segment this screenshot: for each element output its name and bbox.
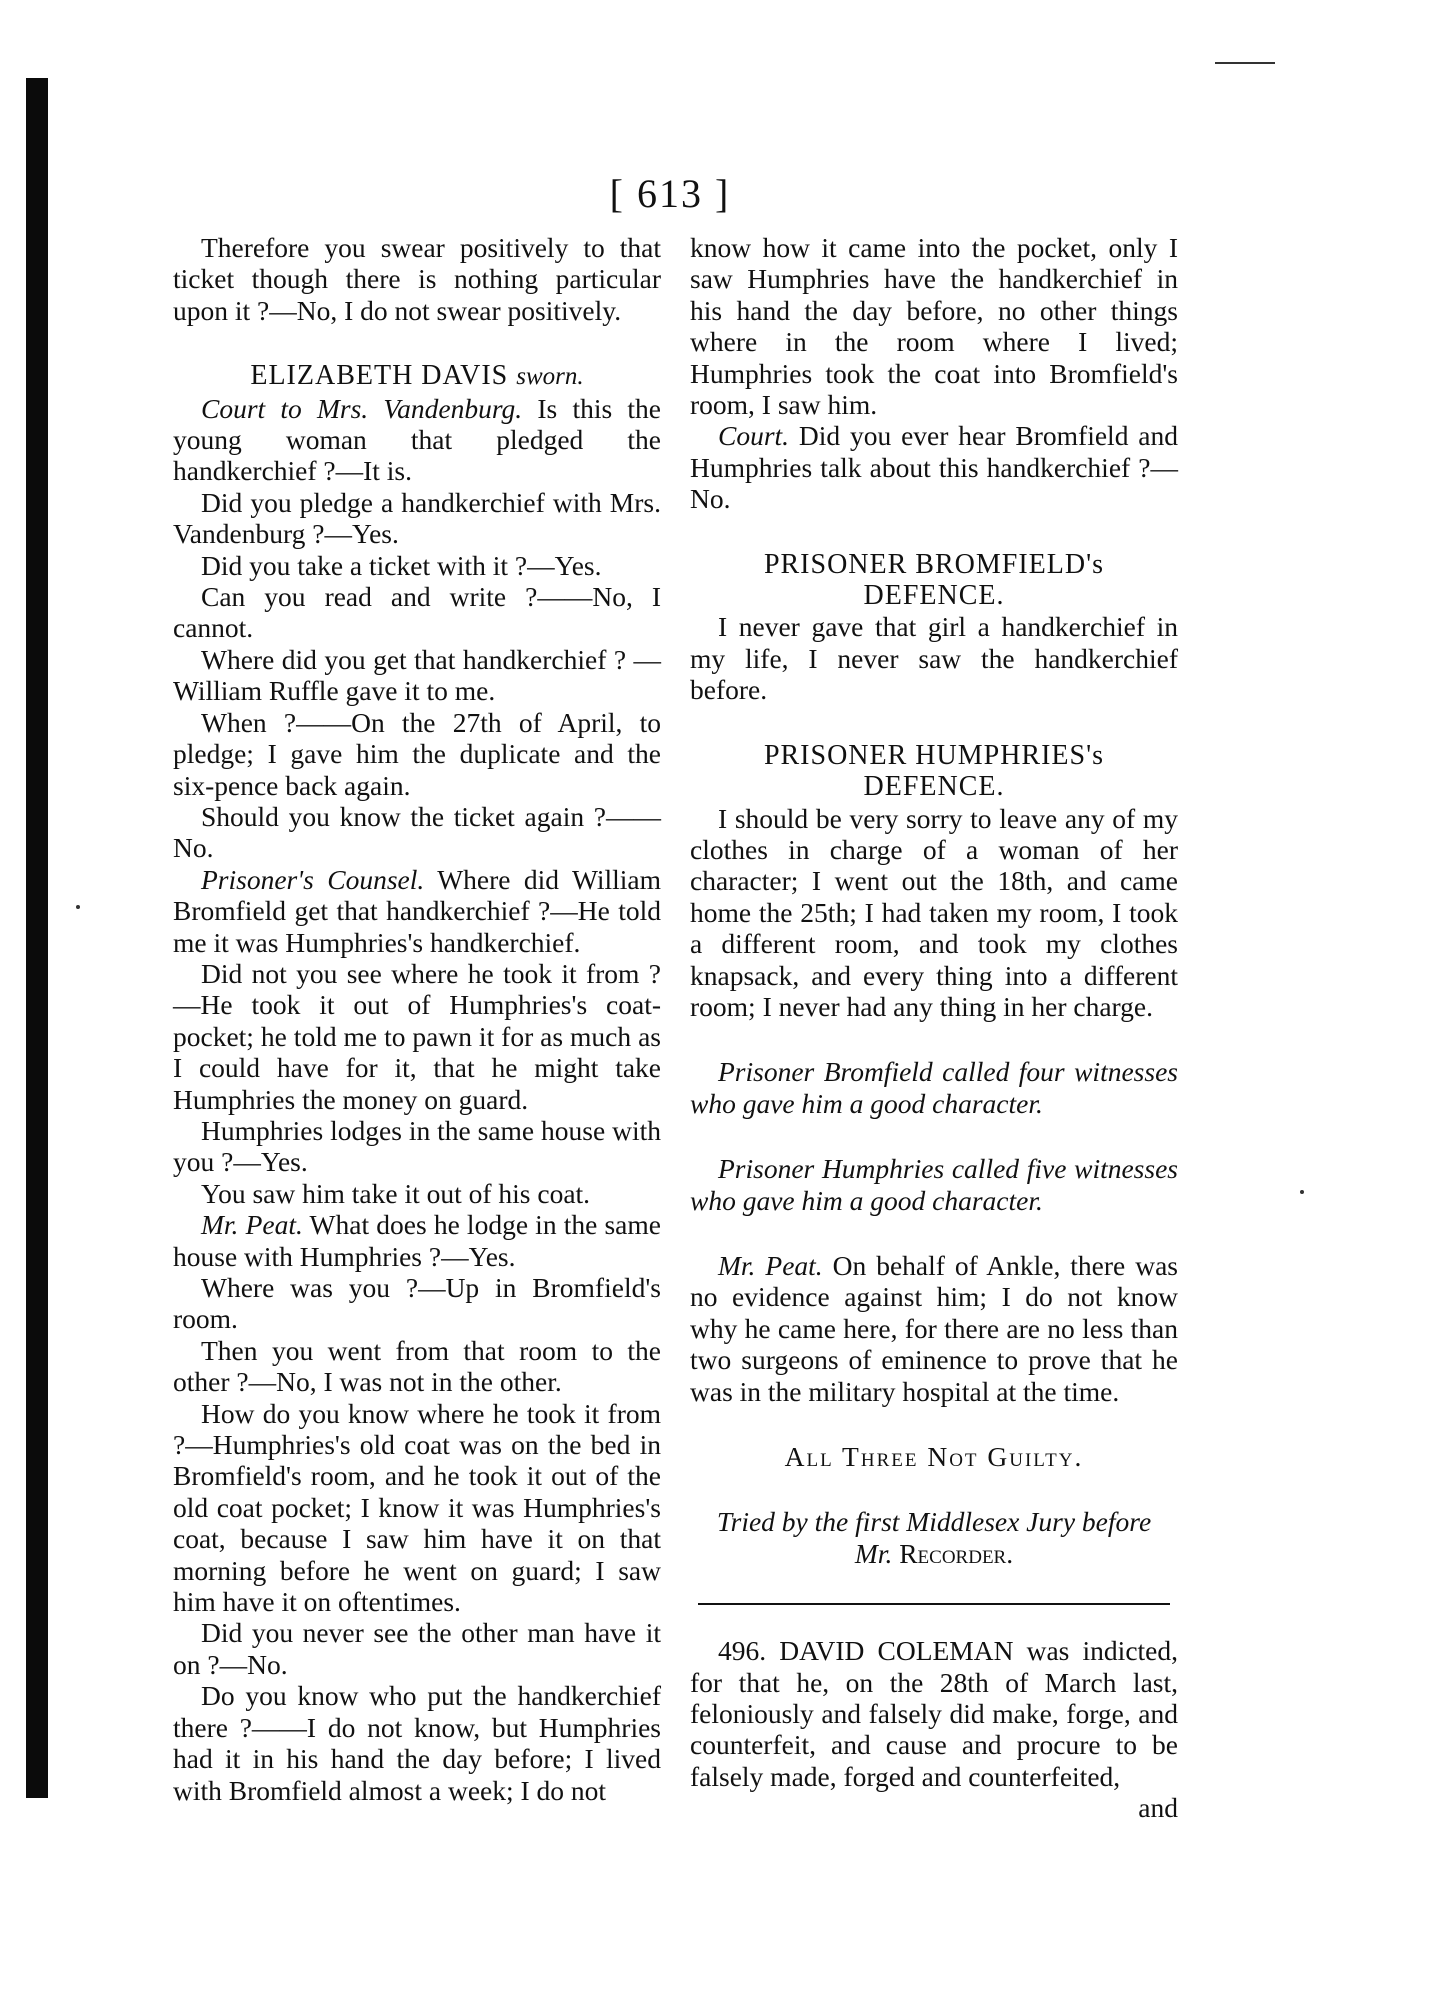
witness-heading (173, 360, 661, 392)
speaker-label: Mr. Peat. (201, 1209, 303, 1241)
trial-note (690, 1506, 1178, 1569)
trial-note-mr: Mr. (854, 1537, 893, 1569)
paragraph: Where did you get that handkerchief ? —William Ruffle gave it to me. (173, 643, 661, 707)
paragraph: Should you know the ticket again ?—— No. (173, 800, 661, 864)
paragraph: Do you know who put the handkerchief there ?——I do not know, but Humphries had it in his hand the day before; I lived with Bromfield almost a week; I do not (173, 1680, 661, 1806)
paragraph: Therefore you swear positively to that ticket though there is nothing particular upon it ?—No, I do not swear positively. (173, 232, 661, 326)
paragraph: How do you know where he took it from ?—Humphries's old coat was on the bed in Bromfield's room, and he took it out of the old coat pocket; I know it was Humphries's coat, because I saw him have it on that morning before he went on guard; I saw him have it on oftentimes. (173, 1397, 661, 1618)
catchword: and (1138, 1792, 1178, 1824)
paragraph (173, 393, 661, 487)
scan-speck (1300, 1190, 1304, 1194)
paragraph: Where was you ?—Up in Bromfield's room. (173, 1272, 661, 1335)
paragraph: Humphries lodges in the same house with you ?—Yes. (173, 1114, 661, 1178)
paragraph-text: Where did William Bromfield get that handkerchief ?—He told me it was Humphries's handkerchief. (173, 863, 661, 958)
paragraph-text: On behalf of Ankle, there was no evidence against him; I do not know why he came here, for there are no less than two surgeons of eminence to prove that he was in the military hospital at the time. (690, 1249, 1178, 1407)
paragraph-text: Is this the young woman that pledged the handkerchief ?—It is. (173, 392, 661, 487)
right-column (690, 232, 1178, 1824)
scan-edge-shadow (26, 78, 48, 1798)
heading-line: DEFENCE. (863, 771, 1005, 803)
paragraph (690, 1250, 1178, 1407)
paragraph: Did you take a ticket with it ?—Yes. (201, 549, 602, 581)
paragraph (690, 420, 1178, 514)
paragraph-text: Did you ever hear Bromfield and Humphries talk about this handkerchief ?—No. (690, 420, 1178, 515)
paragraph: Did you pledge a handkerchief with Mrs. Vandenburg ?—Yes. (173, 486, 661, 550)
speaker-label: Court. (718, 420, 790, 452)
section-divider (698, 1603, 1170, 1605)
speaker-label: Court to Mrs. Vandenburg. (201, 392, 523, 424)
paragraph: 496. DAVID COLEMAN was indicted, for that he, on the 28th of March last, feloniously and falsely did make, forge, and counterfeit, and cause and procure to be falsely made, forged and counterfeited, (690, 1635, 1178, 1792)
paragraph (173, 864, 661, 958)
paragraph-text: What does he lodge in the same house with Humphries ?—Yes. (173, 1209, 661, 1272)
paragraph: Can you read and write ?——No, I cannot. (173, 581, 661, 644)
witness-note: Prisoner Humphries called five witnesses who gave him a good character. (690, 1153, 1178, 1216)
paragraph: Did not you see where he took it from ? —He took it out of Humphries's coat-pocket; he told me to pawn it for as much as I could have for it, that he might take Humphries the money on guard. (173, 957, 661, 1115)
paragraph: You saw him take it out of his coat. (201, 1177, 591, 1209)
sworn-label: sworn. (516, 363, 584, 391)
speaker-label: Prisoner's Counsel. (201, 863, 425, 895)
paragraph: I should be very sorry to leave any of my clothes in charge of a woman of her character; I went out the 18th, and came home the 25th; I had taken my room, I took a different room, and took my clothes knapsack, and every thing into a different room; I never had any thing in her charge. (690, 802, 1178, 1022)
speaker-label: Mr. Peat. (718, 1249, 823, 1281)
heading-line: PRISONER HUMPHRIES's (763, 739, 1105, 771)
heading-line: DEFENCE. (863, 580, 1005, 612)
witness-note: Prisoner Bromfield called four witnesses who gave him a good character. (690, 1056, 1178, 1119)
paragraph: Did you never see the other man have it on ?—No. (173, 1617, 661, 1680)
trial-note-text: Tried by the first Middlesex Jury before (716, 1506, 1152, 1538)
paragraph: know how it came into the pocket, only I saw Humphries have the handkerchief in his hand the day before, no other things where in the room where I lived; Humphries took the coat into Bromfield's room, I saw him. (690, 232, 1178, 421)
page-number: [ 613 ] (609, 171, 731, 216)
paragraph: When ?——On the 27th of April, to pledge; I gave him the duplicate and the six-pence back again. (173, 706, 661, 801)
paragraph: I never gave that girl a handkerchief in my life, I never saw the handkerchief before. (690, 611, 1178, 706)
scan-speck (1215, 62, 1275, 64)
heading-line: PRISONER BROMFIELD's (763, 548, 1105, 580)
left-column (173, 232, 661, 1806)
trial-note-recorder: Recorder. (899, 1537, 1014, 1569)
defence-heading-humphries (690, 740, 1178, 803)
paragraph: Then you went from that room to the other ?—No, I was not in the other. (173, 1334, 661, 1398)
paragraph (173, 1209, 661, 1272)
verdict: All Three Not Guilty. (784, 1441, 1084, 1472)
defence-heading-bromfield (690, 549, 1178, 612)
witness-name: ELIZABETH DAVIS (250, 360, 509, 392)
scan-speck (76, 905, 80, 909)
